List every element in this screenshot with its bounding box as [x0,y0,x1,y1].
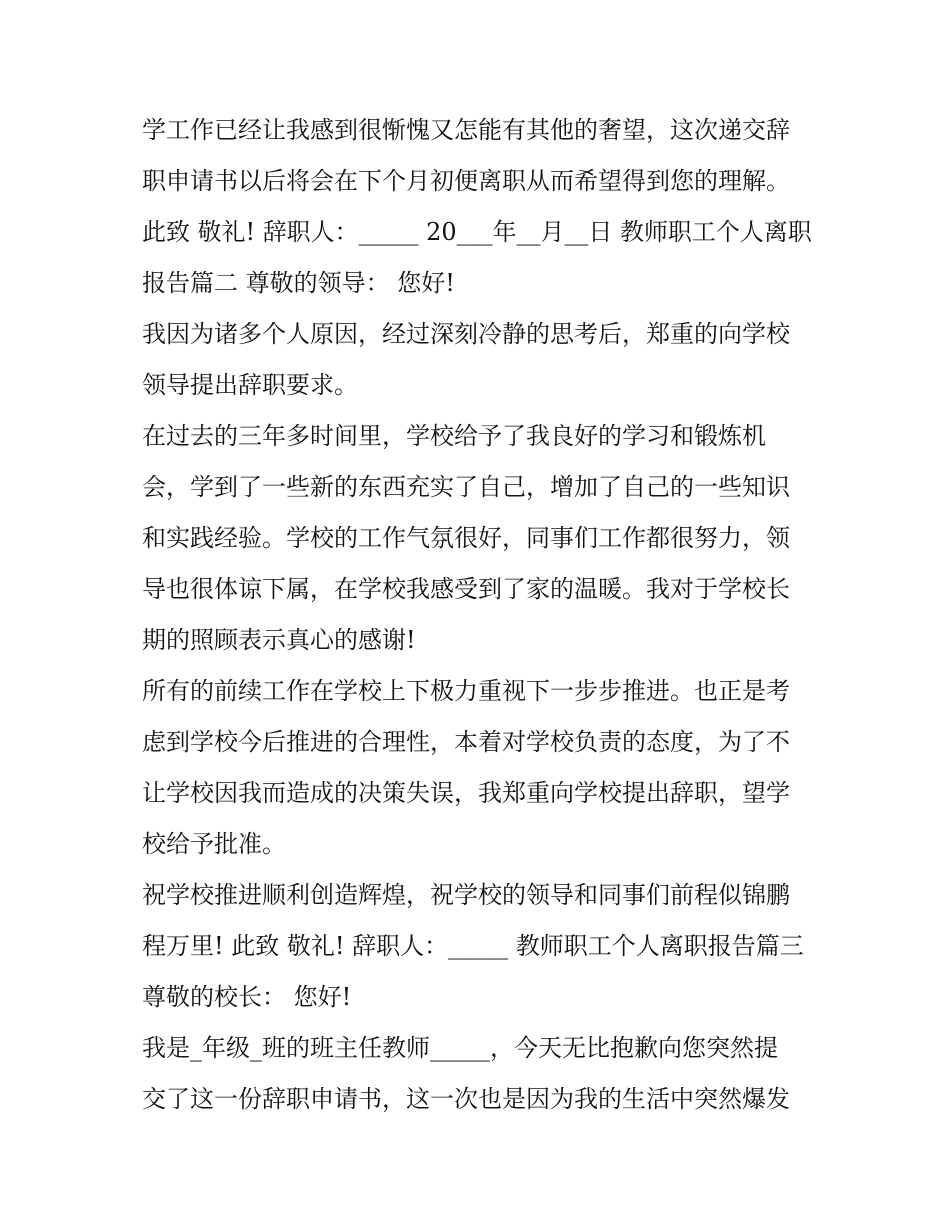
text-line: 在过去的三年多时间里，学校给予了我良好的学习和锻炼机 [142,422,766,450]
text-line: 导也很体谅下属，在学校我感受到了家的温暖。我对于学校长 [142,575,790,603]
text-line: 期的照顾表示真心的感谢! [142,626,416,654]
text-line: 祝学校推进顺利创造辉煌，祝学校的领导和同事们前程似锦鹏 [142,881,790,909]
text-line: 校给予批准。 [142,830,286,858]
text-line: 我因为诸多个人原因，经过深刻冷静的思考后，郑重的向学校 [142,320,790,348]
text-line: 所有的前续工作在学校上下极力重视下一步步推进。也正是考 [142,677,790,705]
text-line: 让学校因我而造成的决策失误，我郑重向学校提出辞职，望学 [142,779,790,807]
text-line: 和实践经验。学校的工作气氛很好，同事们工作都很努力，领 [142,524,790,552]
text-line: 会，学到了一些新的东西充实了自己，增加了自己的一些知识 [142,473,790,501]
text-line: 虑到学校今后推进的合理性，本着对学校负责的态度，为了不 [142,728,790,756]
text-line: 交了这一份辞职申请书，这一次也是因为我的生活中突然爆发 [142,1085,790,1113]
text-line: 尊敬的校长： 您好! [142,983,352,1011]
text-line: 领导提出辞职要求。 [142,371,358,399]
text-line: 此致 敬礼! 辞职人：_____ 20___年__月__日 教师职工个人离职 [142,218,812,246]
text-line: 我是_年级_班的班主任教师_____，今天无比抱歉向您突然提 [142,1034,778,1062]
text-line: 报告篇二 尊敬的领导： 您好! [142,269,455,297]
text-line: 程万里! 此致 敬礼! 辞职人：_____ 教师职工个人离职报告篇三 [142,932,804,960]
text-line: 职申请书以后将会在下个月初便离职从而希望得到您的理解。 [142,167,790,195]
text-line: 学工作已经让我感到很惭愧又怎能有其他的奢望，这次递交辞 [142,116,790,144]
